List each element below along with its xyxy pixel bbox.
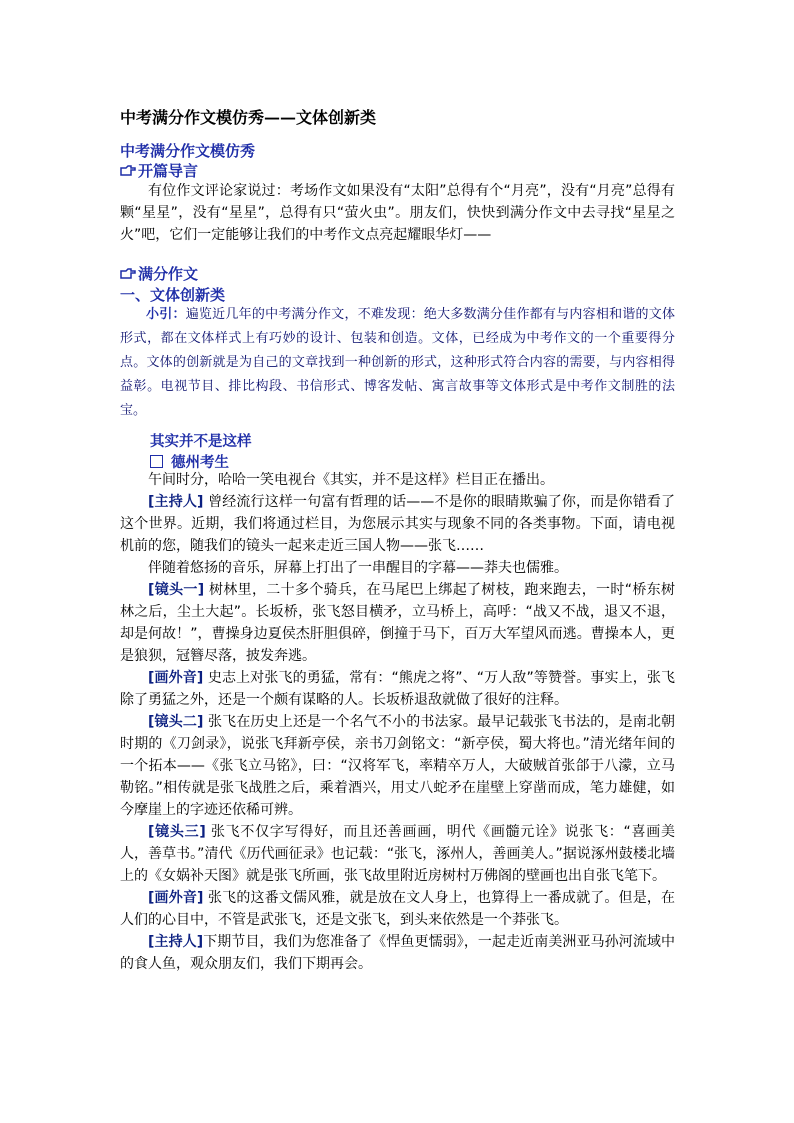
- paragraph-text: 午间时分，哈哈一笑电视台《其实，并不是这样》栏目正在播出。: [148, 472, 554, 488]
- subtitle: 中考满分作文模仿秀: [120, 142, 256, 160]
- section-opening-label: 开篇导言: [138, 162, 199, 180]
- section-one-heading: 一、文体创新类: [120, 286, 226, 304]
- paragraph-text: 张飞不仅字写得好，而且还善画画，明代《画髓元诠》说张飞：“喜画美人，善草书。”清代《历代画征录》也记载：“张飞，涿州人，善画美人。”据说涿州鼓楼北墙上的《女娲补天图》就是张飞所画，张飞故里附近房树村万佛阁的壁画也出自张飞笔下。: [120, 824, 675, 884]
- checkbox-icon: [150, 455, 163, 468]
- section-full-marks-label: 满分作文: [138, 265, 199, 283]
- paragraph-tag: [主持人]: [148, 934, 204, 950]
- essay-title: 其实并不是这样: [150, 434, 252, 450]
- paragraph-text: 树林里，二十多个骑兵，在马尾巴上绑起了树枝，跑来跑去，一时“桥东树林之后，尘土大起”。长坂桥，张飞怒目横矛，立马桥上，高呼：“战又不战，退又不退，却是何故！”，曹操身边夏侯杰肝胆俱碎，倒撞于马下，百万大军望风而逃。曹操本人，更是狼狈，冠簪尽落，披发奔逃。: [120, 582, 676, 664]
- paragraph-text: 伴随着悠扬的音乐，屏幕上打出了一串醒目的字幕——莽夫也儒雅。: [148, 560, 568, 576]
- essay-paragraph: [120, 711, 675, 821]
- essay-paragraph: [120, 887, 675, 931]
- paragraph-text: 张飞的这番文儒风雅，就是放在文人身上，也算得上一番成就了。但是，在人们的心目中，不管是武张飞，还是文张飞，到头来依然是一个莽张飞。: [120, 890, 676, 928]
- essay-paragraph: [120, 821, 675, 887]
- essay-author-label: 德州考生: [171, 455, 229, 471]
- paragraph-tag: [镜头一]: [148, 582, 205, 598]
- section-full-marks: [120, 263, 198, 284]
- pointing-hand-icon: [120, 164, 136, 177]
- intro-label: 小引：: [146, 307, 186, 322]
- intro-text: 遍览近几年的中考满分作文，不难发现：绝大多数满分佳作都有与内容相和谐的文体形式，都在文体样式上有巧妙的设计、包装和创造。文体，已经成为中考作文的一个重要得分点。文体的创新就是为自己的文章找到一种创新的形式，这种形式符合内容的需要，与内容相得益彰。电视节目、排比构段、书信形式、博客发帖、寓言故事等文体形式是中考作文制胜的法宝。: [120, 307, 675, 418]
- essay-paragraph: [120, 931, 675, 975]
- paragraph-text: 史志上对张飞的勇猛，常有：“熊虎之将”、“万人敌”等赞誉。事实上，张飞除了勇猛之外，还是一个颇有谋略的人。长坂桥退敌就做了很好的注释。: [120, 670, 676, 708]
- intro-block: [120, 303, 675, 423]
- paragraph-tag: [画外音]: [148, 890, 204, 906]
- essay-paragraph: [120, 491, 675, 557]
- essay-paragraph: [120, 667, 675, 711]
- paragraph-tag: [画外音]: [148, 670, 204, 686]
- essay-paragraph: [120, 557, 675, 579]
- paragraph-text: 张飞在历史上还是一个名气不小的书法家。最早记载张飞书法的，是南北朝时期的《刀剑录》，说张飞拜新亭侯，亲书刀剑铭文：“新亭侯，蜀大将也。”清光绪年间的一个拓本——《张飞立马铭》，曰：“汉将军飞，率精卒万人，大破贼首张郃于八濛，立马勒铭。”相传就是张飞战胜之后，乘着酒兴，用丈八蛇矛在崖壁上穿凿而成，笔力雄健，如今摩崖上的字迹还依稀可辨。: [120, 714, 676, 818]
- essay-body: [120, 469, 675, 975]
- opening-paragraph: [120, 180, 675, 246]
- essay-paragraph: [120, 579, 675, 667]
- paragraph-tag: [镜头三]: [148, 824, 206, 840]
- paragraph-tag: [主持人]: [148, 494, 204, 510]
- pointing-hand-icon: [120, 267, 136, 280]
- paragraph-text: 下期节目，我们为您准备了《悍鱼更懦弱》，一起走近南美洲亚马孙河流域中的食人鱼，观众朋友们，我们下期再会。: [120, 934, 676, 972]
- paragraph-text: 曾经流行这样一句富有哲理的话——不是你的眼睛欺骗了你，而是你错看了这个世界。近期，我们将通过栏目，为您展示其实与现象不同的各类事物。下面，请电视机前的您，随我们的镜头一起来走近三国人物——张飞……: [120, 494, 676, 554]
- document-title: 中考满分作文模仿秀——文体创新类: [120, 108, 377, 127]
- essay-paragraph: [120, 469, 675, 491]
- opening-text: 有位作文评论家说过：考场作文如果没有“太阳”总得有个“月亮”，没有“月亮”总得有颗“星星”，没有“星星”，总得有只“萤火虫”。朋友们，快快到满分作文中去寻找“星星之火”吧，它们一定能够让我们的中考作文点亮起耀眼华灯——: [120, 183, 675, 243]
- section-opening: [120, 160, 198, 181]
- intro-paragraph: [120, 303, 675, 423]
- paragraph-tag: [镜头二]: [148, 714, 204, 730]
